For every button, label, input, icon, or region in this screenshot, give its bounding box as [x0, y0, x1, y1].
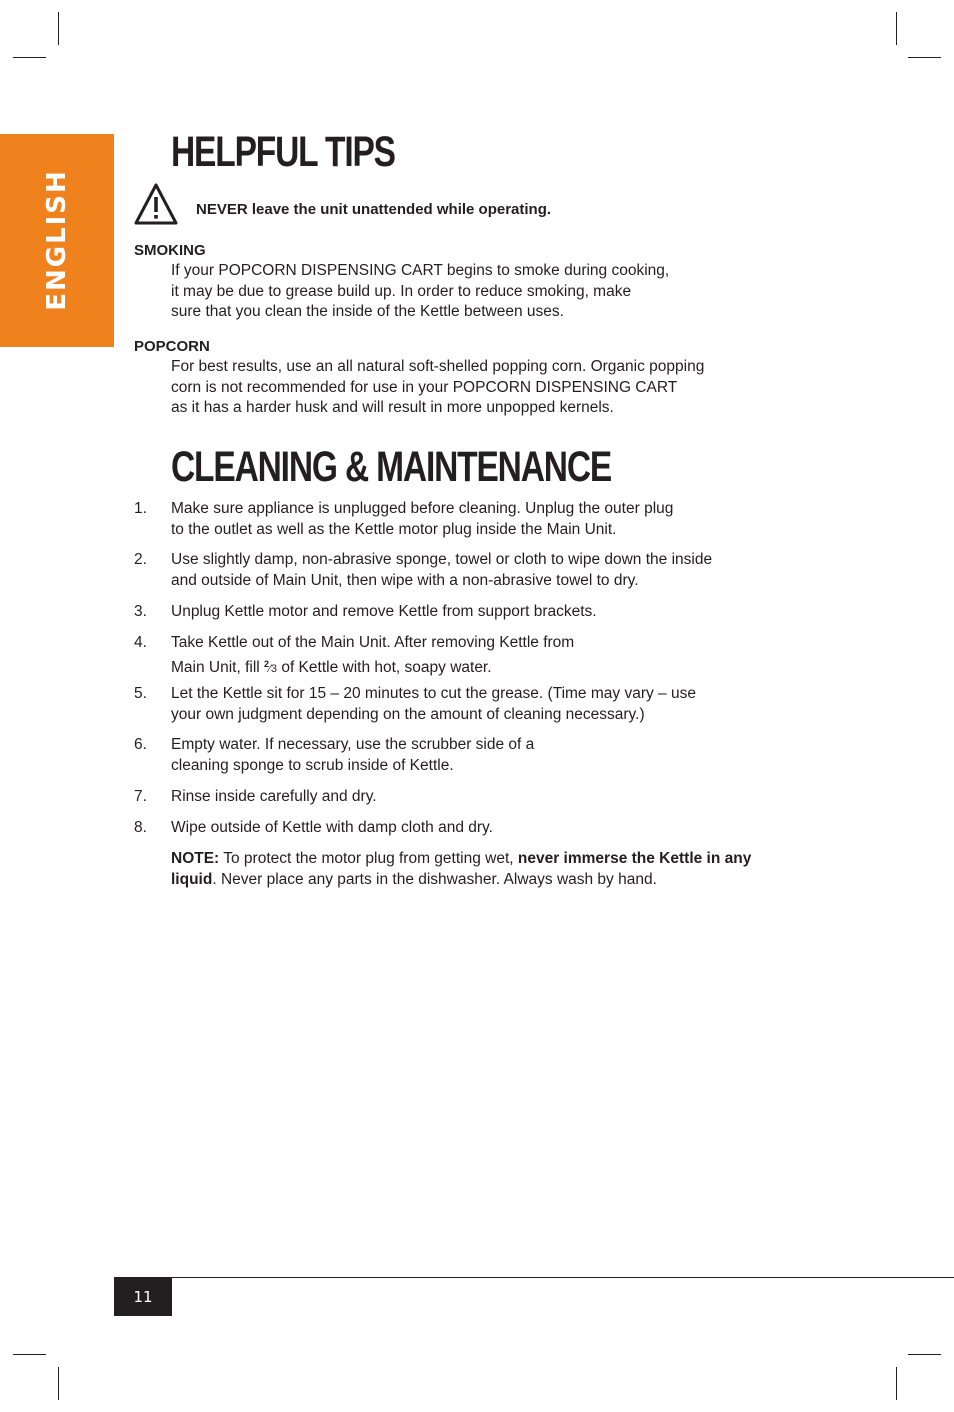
cleaning-title: CLEANING & MAINTENANCE — [171, 443, 612, 491]
popcorn-paragraph — [171, 357, 704, 419]
crop-mark — [896, 1367, 897, 1400]
smoking-line: If your POPCORN DISPENSING CART begins to smoke during cooking, — [171, 262, 670, 279]
note-label: NOTE: — [171, 850, 220, 867]
step-text — [171, 684, 696, 725]
popcorn-heading: POPCORN — [134, 338, 210, 355]
step-line: Rinse inside carefully and dry. — [171, 788, 377, 805]
crop-mark — [908, 57, 941, 58]
smoking-line: sure that you clean the inside of the Kettle between uses. — [171, 303, 564, 320]
step-number: 2. — [134, 551, 147, 568]
step-line: Take Kettle out of the Main Unit. After removing Kettle from — [171, 634, 575, 651]
language-tab-label: ENGLISH — [42, 169, 72, 311]
step-text — [171, 633, 574, 679]
crop-mark — [908, 1354, 941, 1355]
note-text: To protect the motor plug from getting wet, — [219, 850, 518, 867]
footer-rule — [114, 1277, 954, 1278]
crop-mark — [896, 12, 897, 45]
step-line: and outside of Main Unit, then wipe with a non-abrasive towel to dry. — [171, 571, 639, 589]
step-line: Empty water. If necessary, use the scrubber side of a — [171, 736, 535, 753]
step-line: cleaning sponge to scrub inside of Kettle. — [171, 756, 454, 774]
fraction-numerator: 2 — [264, 658, 270, 669]
step-text — [171, 735, 534, 776]
step-number: 4. — [134, 634, 147, 651]
step-line: Unplug Kettle motor and remove Kettle from support brackets. — [171, 603, 597, 620]
smoking-paragraph — [171, 261, 669, 323]
fraction-denominator: ⁄3 — [269, 662, 278, 675]
step-text — [171, 602, 597, 623]
step-text — [171, 818, 493, 839]
helpful-tips-title: HELPFUL TIPS — [171, 128, 395, 176]
step-line: Make sure appliance is unplugged before cleaning. Unplug the outer plug — [171, 500, 674, 517]
step-line: to the outlet as well as the Kettle motor plug inside the Main Unit. — [171, 520, 617, 538]
fraction — [264, 658, 278, 675]
step-number: 5. — [134, 685, 147, 702]
warning-triangle-icon — [134, 182, 178, 226]
step-number: 1. — [134, 500, 147, 517]
crop-mark — [13, 1354, 46, 1355]
smoking-line: it may be due to grease build up. In order to reduce smoking, make — [171, 282, 632, 300]
step-line: Let the Kettle sit for 15 – 20 minutes to cut the grease. (Time may vary – use — [171, 685, 696, 702]
popcorn-line: as it has a harder husk and will result in more unpopped kernels. — [171, 399, 614, 416]
step-text — [171, 787, 377, 808]
step-text — [171, 499, 673, 540]
popcorn-line: For best results, use an all natural soft-shelled popping corn. Organic popping — [171, 358, 705, 375]
crop-mark — [58, 1367, 59, 1400]
step-line: your own judgment depending on the amount of cleaning necessary.) — [171, 705, 645, 723]
step-line — [171, 654, 574, 680]
step-number: 8. — [134, 819, 147, 836]
crop-mark — [58, 12, 59, 45]
page-number: 11 — [114, 1278, 172, 1316]
step-text — [171, 550, 712, 591]
note-paragraph — [171, 848, 791, 890]
step-line: Wipe outside of Kettle with damp cloth and dry. — [171, 819, 493, 836]
step-line: Use slightly damp, non-abrasive sponge, towel or cloth to wipe down the inside — [171, 551, 713, 568]
crop-mark — [13, 57, 46, 58]
smoking-heading: SMOKING — [134, 242, 206, 259]
step-line-part: of Kettle with hot, soapy water. — [277, 658, 492, 676]
step-number: 7. — [134, 788, 147, 805]
note-emphasis: never immerse the Kettle in any liquid — [171, 850, 752, 888]
step-number: 6. — [134, 736, 147, 753]
popcorn-line: corn is not recommended for use in your POPCORN DISPENSING CART — [171, 378, 678, 396]
step-number: 3. — [134, 603, 147, 620]
warning-text: NEVER leave the unit unattended while operating. — [196, 201, 552, 218]
note-text: . Never place any parts in the dishwasher. Always wash by hand. — [212, 871, 657, 888]
step-line-part: Main Unit, fill — [171, 658, 265, 676]
